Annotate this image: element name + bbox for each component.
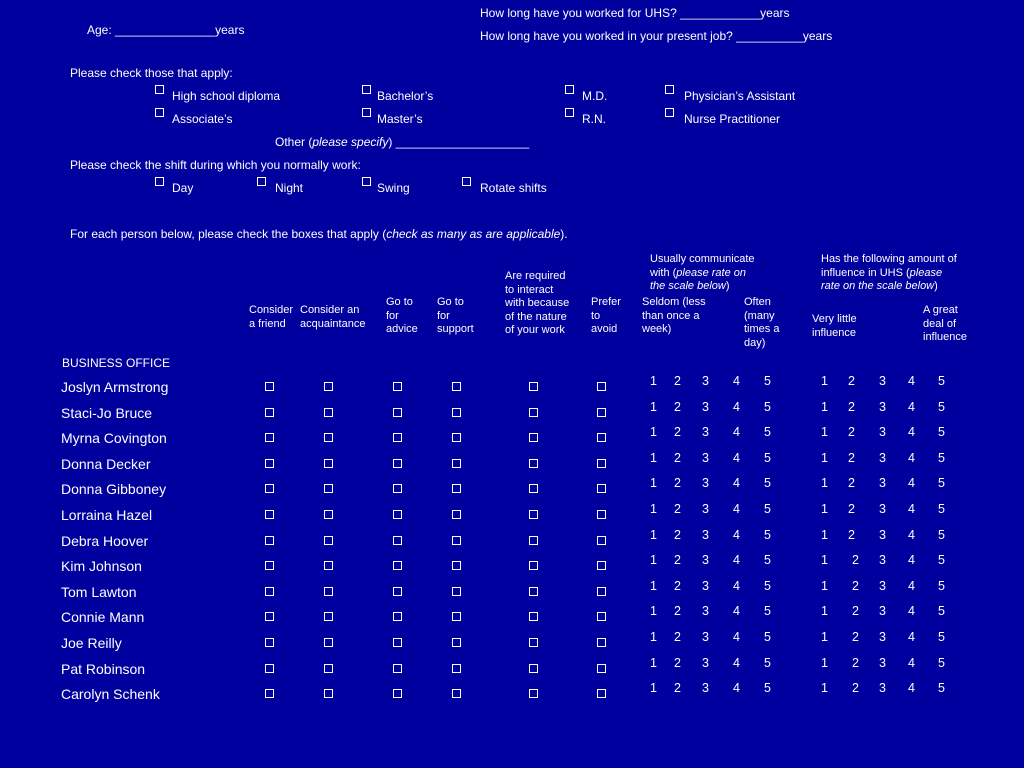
education-option-label: High school diploma — [172, 89, 281, 103]
education-checkbox[interactable] — [565, 108, 574, 117]
checkbox-friend[interactable] — [265, 382, 274, 391]
job-tenure-label: How long have you worked in your present job? __________years — [480, 29, 833, 43]
influence-scale-option[interactable]: 3 — [879, 681, 886, 696]
checkbox-avoid[interactable] — [597, 638, 606, 647]
checkbox-required[interactable] — [529, 689, 538, 698]
checkbox-support[interactable] — [452, 536, 461, 545]
education-checkbox[interactable] — [155, 108, 164, 117]
person-name: Myrna Covington — [61, 430, 167, 447]
influence-scale-option[interactable]: 4 — [908, 527, 915, 542]
influence-scale-option[interactable]: 2 — [848, 399, 855, 414]
communication-scale-option[interactable]: 3 — [702, 374, 709, 388]
communication-scale-option[interactable]: 5 — [764, 425, 771, 440]
communication-scale-option[interactable]: 3 — [702, 476, 709, 491]
checkbox-friend[interactable] — [265, 408, 274, 417]
influence-scale-option[interactable]: 2 — [852, 604, 859, 619]
communication-scale-option[interactable]: 4 — [733, 425, 740, 440]
influence-scale-option[interactable]: 1 — [821, 450, 828, 465]
communication-scale-option[interactable]: 2 — [674, 450, 681, 465]
checkbox-avoid[interactable] — [597, 612, 606, 621]
communication-scale-option[interactable]: 5 — [764, 450, 771, 465]
communication-scale-option[interactable]: 1 — [650, 399, 657, 414]
communication-scale-option[interactable]: 5 — [764, 527, 771, 542]
communication-scale-option[interactable]: 3 — [702, 399, 709, 414]
education-checkbox[interactable] — [362, 85, 371, 94]
checkbox-advice[interactable] — [393, 459, 402, 468]
influence-scale-option[interactable]: 5 — [938, 655, 945, 670]
communication-scale-option[interactable]: 5 — [764, 553, 771, 568]
checkbox-avoid[interactable] — [597, 382, 606, 391]
influence-scale-option[interactable]: 4 — [908, 399, 915, 414]
shift-option-label: Swing — [377, 181, 410, 195]
influence-scale-option[interactable]: 4 — [908, 553, 915, 568]
communication-scale-option[interactable]: 2 — [674, 476, 681, 491]
communication-scale-option[interactable]: 3 — [702, 450, 709, 465]
checkbox-advice[interactable] — [393, 689, 402, 698]
communication-scale-option[interactable]: 1 — [650, 425, 657, 440]
communication-scale-option[interactable]: 2 — [674, 604, 681, 619]
influence-scale-option[interactable]: 5 — [938, 425, 945, 440]
checkbox-support[interactable] — [452, 561, 461, 570]
communication-scale-option[interactable]: 5 — [764, 476, 771, 491]
influence-scale-option[interactable]: 4 — [908, 578, 915, 593]
checkbox-friend[interactable] — [265, 510, 274, 519]
col-header-influence: Has the following amount of influence in UHS (please rate on the scale below) — [821, 253, 957, 293]
influence-scale-option[interactable]: 3 — [879, 630, 886, 644]
influence-scale-option[interactable]: 3 — [879, 425, 886, 440]
checkbox-friend[interactable] — [265, 689, 274, 698]
influence-scale-option[interactable]: 5 — [938, 578, 945, 593]
checkbox-avoid[interactable] — [597, 561, 606, 570]
shift-option-label: Rotate shifts — [480, 181, 547, 195]
communication-scale-option[interactable]: 1 — [650, 553, 657, 568]
influence-scale-option[interactable]: 1 — [821, 527, 828, 542]
checkbox-advice[interactable] — [393, 612, 402, 621]
checkbox-required[interactable] — [529, 433, 538, 442]
checkbox-advice[interactable] — [393, 587, 402, 596]
communication-scale-option[interactable]: 1 — [650, 630, 657, 644]
col-header-communicate: Usually communicate with (please rate on the scale below) — [650, 253, 755, 293]
communication-scale-option[interactable]: 2 — [674, 425, 681, 440]
communication-scale-option[interactable]: 5 — [764, 604, 771, 619]
communication-scale-option[interactable]: 2 — [674, 502, 681, 516]
checkbox-support[interactable] — [452, 433, 461, 442]
checkbox-support[interactable] — [452, 587, 461, 596]
influence-scale-option[interactable]: 5 — [938, 374, 945, 388]
checkbox-support[interactable] — [452, 484, 461, 493]
influence-scale-option[interactable]: 4 — [908, 681, 915, 696]
communication-scale-option[interactable]: 4 — [733, 655, 740, 670]
influence-scale-option[interactable]: 5 — [938, 604, 945, 619]
checkbox-required[interactable] — [529, 408, 538, 417]
communication-scale-option[interactable]: 1 — [650, 604, 657, 619]
influence-scale-option[interactable]: 2 — [852, 655, 859, 670]
checkbox-advice[interactable] — [393, 638, 402, 647]
communication-scale-option[interactable]: 5 — [764, 502, 771, 516]
influence-scale-option[interactable]: 5 — [938, 630, 945, 644]
person-name: Carolyn Schenk — [61, 686, 160, 703]
checkbox-acquaintance[interactable] — [324, 664, 333, 673]
checkbox-required[interactable] — [529, 587, 538, 596]
communication-scale-option[interactable]: 5 — [764, 374, 771, 388]
checkbox-avoid[interactable] — [597, 664, 606, 673]
person-name: Tom Lawton — [61, 583, 137, 600]
person-name: Debra Hoover — [61, 532, 149, 549]
education-checkbox[interactable] — [155, 85, 164, 94]
education-option-label: R.N. — [582, 112, 606, 126]
checkbox-required[interactable] — [529, 510, 538, 519]
checkbox-acquaintance[interactable] — [324, 382, 333, 391]
person-name: Donna Gibboney — [61, 481, 167, 498]
influence-scale-option[interactable]: 3 — [879, 502, 886, 516]
influence-scale-option[interactable]: 4 — [908, 604, 915, 619]
checkbox-avoid[interactable] — [597, 484, 606, 493]
checkbox-acquaintance[interactable] — [324, 459, 333, 468]
communication-scale-option[interactable]: 2 — [674, 630, 681, 644]
col-header-advice: Go to for advice — [386, 296, 418, 336]
communication-scale-option[interactable]: 1 — [650, 450, 657, 465]
checkbox-avoid[interactable] — [597, 459, 606, 468]
education-option-label: Master’s — [377, 112, 423, 126]
checkbox-friend[interactable] — [265, 459, 274, 468]
communication-scale-option[interactable]: 1 — [650, 476, 657, 491]
influence-scale-option[interactable]: 3 — [879, 578, 886, 593]
checkbox-acquaintance[interactable] — [324, 510, 333, 519]
influence-scale-option[interactable]: 3 — [879, 655, 886, 670]
checkbox-acquaintance[interactable] — [324, 689, 333, 698]
shift-checkbox[interactable] — [462, 177, 471, 186]
influence-scale-option[interactable]: 1 — [821, 655, 828, 670]
influence-scale-option[interactable]: 1 — [821, 578, 828, 593]
influence-scale-option[interactable]: 5 — [938, 527, 945, 542]
influence-scale-option[interactable]: 4 — [908, 374, 915, 388]
checkbox-friend[interactable] — [265, 433, 274, 442]
checkbox-required[interactable] — [529, 638, 538, 647]
education-option-label: Nurse Practitioner — [684, 112, 781, 126]
communication-scale-option[interactable]: 2 — [674, 578, 681, 593]
communication-scale-option[interactable]: 3 — [702, 630, 709, 644]
col-header-required: Are required to interact with because of the nature of your work — [505, 270, 570, 337]
person-name: Lorraina Hazel — [61, 507, 153, 523]
checkbox-friend[interactable] — [265, 638, 274, 647]
person-name: Connie Mann — [61, 609, 145, 626]
checkbox-advice[interactable] — [393, 484, 402, 493]
checkbox-avoid[interactable] — [597, 536, 606, 545]
shift-checkbox[interactable] — [257, 177, 266, 186]
influence-scale-option[interactable]: 1 — [821, 553, 828, 568]
communication-scale-option[interactable]: 3 — [702, 578, 709, 593]
checkbox-support[interactable] — [452, 408, 461, 417]
communication-scale-option[interactable]: 2 — [674, 399, 681, 414]
influence-scale-option[interactable]: 2 — [852, 681, 859, 696]
influence-scale-option[interactable]: 3 — [879, 476, 886, 491]
communication-scale-option[interactable]: 4 — [733, 578, 740, 593]
scale-label-very-little: Very little influence — [812, 313, 857, 339]
influence-scale-option[interactable]: 5 — [938, 476, 945, 491]
influence-scale-option[interactable]: 3 — [879, 450, 886, 465]
scale-label-seldom: Seldom (less than once a week) — [642, 296, 706, 336]
influence-scale-option[interactable]: 5 — [938, 681, 945, 696]
uhs-tenure-label: How long have you worked for UHS? ____________years — [480, 6, 790, 20]
influence-scale-option[interactable]: 2 — [852, 553, 859, 568]
checkbox-support[interactable] — [452, 382, 461, 391]
communication-scale-option[interactable]: 5 — [764, 630, 771, 644]
checkbox-required[interactable] — [529, 484, 538, 493]
influence-scale-option[interactable]: 4 — [908, 502, 915, 516]
influence-scale-option[interactable]: 2 — [848, 502, 855, 516]
communication-scale-option[interactable]: 2 — [674, 553, 681, 568]
influence-scale-option[interactable]: 2 — [848, 476, 855, 491]
influence-scale-option[interactable]: 2 — [852, 630, 859, 644]
influence-scale-option[interactable]: 1 — [821, 681, 828, 696]
communication-scale-option[interactable]: 1 — [650, 578, 657, 593]
communication-scale-option[interactable]: 4 — [733, 604, 740, 619]
checkbox-support[interactable] — [452, 689, 461, 698]
checkbox-avoid[interactable] — [597, 408, 606, 417]
influence-scale-option[interactable]: 5 — [938, 450, 945, 465]
communication-scale-option[interactable]: 3 — [702, 527, 709, 542]
shift-prompt: Please check the shift during which you normally work: — [70, 158, 361, 172]
table-instructions: For each person below, please check the boxes that apply (check as many as are applicable). — [70, 227, 568, 241]
education-option-label: Physician’s Assistant — [684, 89, 796, 103]
communication-scale-option[interactable]: 5 — [764, 578, 771, 593]
influence-scale-option[interactable]: 5 — [938, 553, 945, 568]
checkbox-advice[interactable] — [393, 382, 402, 391]
age-field-label: Age: _______________years — [87, 23, 245, 37]
communication-scale-option[interactable]: 1 — [650, 374, 657, 388]
influence-scale-option[interactable]: 2 — [848, 527, 855, 542]
checkbox-acquaintance[interactable] — [324, 536, 333, 545]
checkbox-avoid[interactable] — [597, 689, 606, 698]
checkbox-avoid[interactable] — [597, 510, 606, 519]
checkbox-required[interactable] — [529, 382, 538, 391]
influence-scale-option[interactable]: 4 — [908, 425, 915, 440]
checkbox-support[interactable] — [452, 510, 461, 519]
communication-scale-option[interactable]: 3 — [702, 681, 709, 696]
checkbox-acquaintance[interactable] — [324, 408, 333, 417]
person-name: Kim Johnson — [61, 558, 142, 575]
influence-scale-option[interactable]: 3 — [879, 553, 886, 568]
education-checkbox[interactable] — [565, 85, 574, 94]
person-name: Donna Decker — [61, 455, 151, 472]
checkbox-acquaintance[interactable] — [324, 638, 333, 647]
checkbox-required[interactable] — [529, 459, 538, 468]
checkbox-advice[interactable] — [393, 510, 402, 519]
person-name: Staci-Jo Bruce — [61, 404, 153, 421]
influence-scale-option[interactable]: 1 — [821, 476, 828, 491]
checkbox-support[interactable] — [452, 638, 461, 647]
communication-scale-option[interactable]: 4 — [733, 502, 740, 516]
communication-scale-option[interactable]: 4 — [733, 374, 740, 388]
education-option-label: Bachelor’s — [377, 89, 434, 103]
communication-scale-option[interactable]: 1 — [650, 655, 657, 670]
checkbox-required[interactable] — [529, 664, 538, 673]
person-name: Joslyn Armstrong — [61, 379, 169, 395]
influence-scale-option[interactable]: 3 — [879, 604, 886, 619]
checkbox-friend[interactable] — [265, 612, 274, 621]
influence-scale-option[interactable]: 2 — [848, 450, 855, 465]
communication-scale-option[interactable]: 4 — [733, 476, 740, 491]
influence-scale-option[interactable]: 1 — [821, 604, 828, 619]
influence-scale-option[interactable]: 4 — [908, 450, 915, 465]
checkbox-avoid[interactable] — [597, 587, 606, 596]
communication-scale-option[interactable]: 1 — [650, 502, 657, 516]
checkbox-required[interactable] — [529, 536, 538, 545]
influence-scale-option[interactable]: 2 — [848, 374, 855, 388]
communication-scale-option[interactable]: 4 — [733, 630, 740, 644]
communication-scale-option[interactable]: 1 — [650, 681, 657, 696]
communication-scale-option[interactable]: 2 — [674, 655, 681, 670]
influence-scale-option[interactable]: 4 — [908, 630, 915, 644]
checkbox-support[interactable] — [452, 664, 461, 673]
influence-scale-option[interactable]: 1 — [821, 425, 828, 440]
education-checkbox[interactable] — [665, 85, 674, 94]
communication-scale-option[interactable]: 2 — [674, 527, 681, 542]
checkbox-required[interactable] — [529, 561, 538, 570]
section-label: BUSINESS OFFICE — [62, 356, 171, 370]
checkbox-friend[interactable] — [265, 536, 274, 545]
checkbox-acquaintance[interactable] — [324, 587, 333, 596]
scale-label-often: Often (many times a day) — [744, 296, 780, 349]
communication-scale-option[interactable]: 1 — [650, 527, 657, 542]
person-name: Joe Reilly — [61, 635, 122, 651]
communication-scale-option[interactable]: 4 — [733, 450, 740, 465]
communication-scale-option[interactable]: 5 — [764, 399, 771, 414]
communication-scale-option[interactable]: 4 — [733, 553, 740, 568]
checkbox-advice[interactable] — [393, 536, 402, 545]
col-header-support: Go to for support — [437, 296, 474, 336]
checkbox-advice[interactable] — [393, 433, 402, 442]
checkbox-friend[interactable] — [265, 484, 274, 493]
influence-scale-option[interactable]: 1 — [821, 502, 828, 516]
scale-label-great-deal: A great deal of influence — [923, 304, 968, 344]
checkbox-friend[interactable] — [265, 587, 274, 596]
checkbox-acquaintance[interactable] — [324, 561, 333, 570]
influence-scale-option[interactable]: 3 — [879, 527, 886, 542]
influence-scale-option[interactable]: 3 — [879, 399, 886, 414]
other-specify-label: Other (please specify) ____________________ — [275, 135, 530, 149]
checkbox-friend[interactable] — [265, 561, 274, 570]
influence-scale-option[interactable]: 3 — [879, 374, 886, 388]
influence-scale-option[interactable]: 5 — [938, 502, 945, 516]
education-prompt: Please check those that apply: — [70, 66, 233, 80]
checkbox-acquaintance[interactable] — [324, 484, 333, 493]
education-option-label: Associate’s — [172, 112, 233, 126]
checkbox-acquaintance[interactable] — [324, 433, 333, 442]
shift-checkbox[interactable] — [362, 177, 371, 186]
communication-scale-option[interactable]: 3 — [702, 502, 709, 516]
communication-scale-option[interactable]: 3 — [702, 425, 709, 440]
checkbox-support[interactable] — [452, 612, 461, 621]
checkbox-acquaintance[interactable] — [324, 612, 333, 621]
communication-scale-option[interactable]: 3 — [702, 604, 709, 619]
influence-scale-option[interactable]: 4 — [908, 655, 915, 670]
influence-scale-option[interactable]: 5 — [938, 399, 945, 414]
communication-scale-option[interactable]: 3 — [702, 655, 709, 670]
education-checkbox[interactable] — [362, 108, 371, 117]
col-header-avoid: Prefer to avoid — [591, 296, 621, 336]
influence-scale-option[interactable]: 4 — [908, 476, 915, 491]
influence-scale-option[interactable]: 2 — [848, 425, 855, 440]
influence-scale-option[interactable]: 1 — [821, 630, 828, 644]
shift-option-label: Night — [275, 181, 304, 195]
col-header-friend: Consider a friend — [249, 304, 294, 330]
influence-scale-option[interactable]: 1 — [821, 399, 828, 414]
influence-scale-option[interactable]: 1 — [821, 374, 828, 388]
communication-scale-option[interactable]: 2 — [674, 681, 681, 696]
communication-scale-option[interactable]: 2 — [674, 374, 681, 388]
education-option-label: M.D. — [582, 89, 608, 103]
checkbox-advice[interactable] — [393, 561, 402, 570]
education-checkbox[interactable] — [665, 108, 674, 117]
communication-scale-option[interactable]: 5 — [764, 681, 771, 696]
checkbox-required[interactable] — [529, 612, 538, 621]
checkbox-support[interactable] — [452, 459, 461, 468]
checkbox-advice[interactable] — [393, 408, 402, 417]
shift-checkbox[interactable] — [155, 177, 164, 186]
communication-scale-option[interactable]: 4 — [733, 527, 740, 542]
shift-option-label: Day — [172, 181, 194, 195]
checkbox-advice[interactable] — [393, 664, 402, 673]
communication-scale-option[interactable]: 4 — [733, 399, 740, 414]
communication-scale-option[interactable]: 5 — [764, 655, 771, 670]
influence-scale-option[interactable]: 2 — [852, 578, 859, 593]
communication-scale-option[interactable]: 4 — [733, 681, 740, 696]
communication-scale-option[interactable]: 3 — [702, 553, 709, 568]
checkbox-friend[interactable] — [265, 664, 274, 673]
checkbox-avoid[interactable] — [597, 433, 606, 442]
col-header-acquaintance: Consider an acquaintance — [300, 304, 366, 330]
person-name: Pat Robinson — [61, 660, 146, 677]
